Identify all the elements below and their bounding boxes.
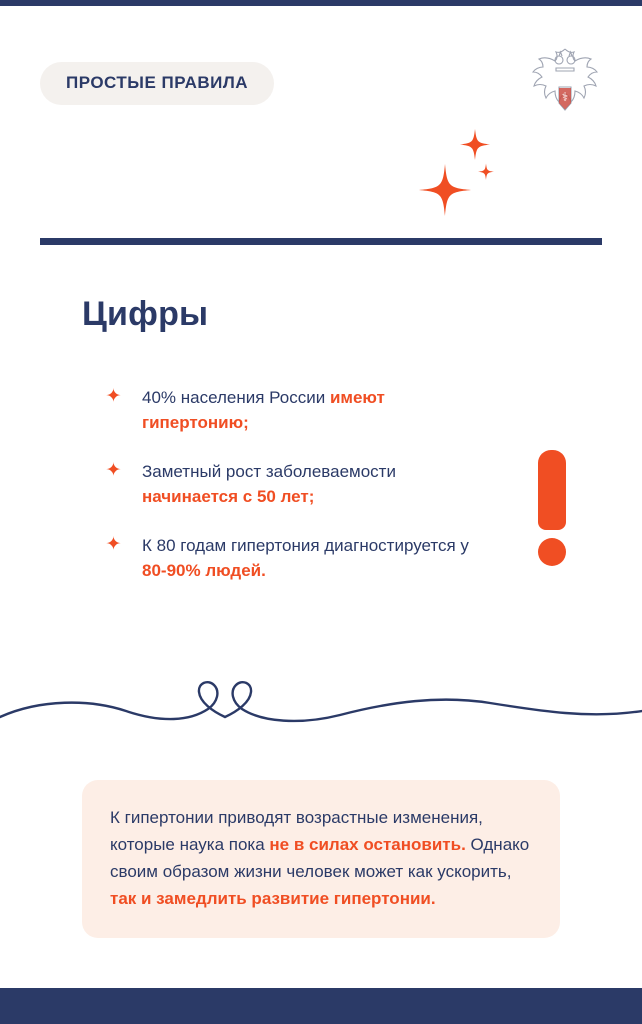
bullet-star-icon: ✦ (105, 386, 122, 407)
callout-box (82, 780, 560, 938)
callout-text-highlight-1: так и замедлить развитие гипертонии. (110, 889, 436, 908)
bullet-star-icon: ✦ (105, 460, 122, 481)
list-item-text-plain-2: К 80 годам гипертония диагностируется у (142, 536, 469, 555)
list-item-text-highlight-2: 80-90% людей. (142, 561, 266, 580)
list-item-text-highlight-1: начинается с 50 лет; (142, 487, 315, 506)
callout-text-plain-1: Однако своим образом жизни человек может как ускорить, (110, 835, 530, 881)
list-item-text-highlight-0: имеют гипертонию; (142, 388, 385, 432)
sparkle-cluster-icon (400, 128, 520, 218)
page-title: Цифры (82, 295, 209, 333)
bullet-star-icon: ✦ (105, 534, 122, 555)
list-item (100, 459, 480, 509)
list-item (100, 385, 480, 435)
section-divider-rule (40, 238, 602, 245)
category-badge: ПРОСТЫЕ ПРАВИЛА (40, 62, 274, 105)
list-item (100, 533, 480, 583)
top-accent-bar (0, 0, 642, 6)
list-item-text-plain-0: 40% населения России (142, 388, 330, 407)
exclamation-mark-icon (534, 450, 574, 565)
callout-text-highlight-0: не в силах остановить. (269, 835, 466, 854)
wavy-line-with-heart-divider-icon (0, 655, 642, 735)
russian-federation-health-emblem-icon (528, 42, 602, 116)
facts-list (100, 385, 480, 583)
bottom-accent-bar (0, 988, 642, 1024)
exclamation-dot (538, 538, 566, 566)
list-item-text-plain-1: Заметный рост заболеваемости (142, 462, 396, 481)
callout-text-plain-0: К гипертонии приводят возрастные изменения, которые наука пока (110, 808, 483, 854)
svg-text:⚕: ⚕ (561, 90, 569, 104)
exclamation-stem (538, 450, 566, 530)
